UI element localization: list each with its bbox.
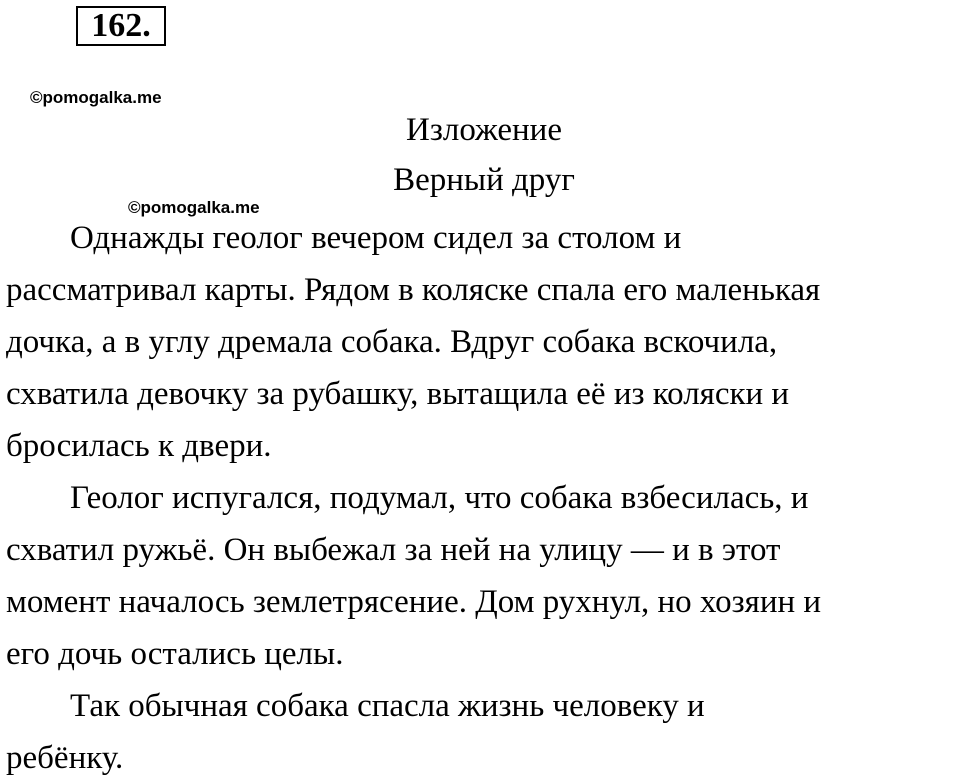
- story-text: [6, 212, 960, 784]
- text-line: рассматривал карты. Рядом в коляске спала его маленькая: [6, 272, 821, 308]
- story-title: Верный друг: [393, 162, 575, 198]
- text-line: дочка, а в углу дремала собака. Вдруг собака вскочила,: [6, 324, 778, 360]
- text-line: бросилась к двери.: [6, 428, 272, 464]
- text-line: ребёнку.: [6, 740, 124, 776]
- text-line: Так обычная собака спасла жизнь человеку и: [70, 688, 705, 724]
- watermark: ©pomogalka.me: [30, 88, 162, 107]
- paragraph: [6, 680, 960, 784]
- text-line: момент началось землетрясение. Дом рухнул, но хозяин и: [6, 584, 822, 620]
- text-line: Геолог испугался, подумал, что собака взбесилась, и: [70, 480, 809, 516]
- text-line: схватил ружьё. Он выбежал за ней на улицу — и в этот: [6, 532, 781, 568]
- text-line: его дочь остались целы.: [6, 636, 344, 672]
- watermark: ©pomogalka.me: [128, 198, 260, 217]
- paragraph: [6, 212, 960, 472]
- paragraph: [6, 472, 960, 680]
- text-line: схватила девочку за рубашку, вытащила её из коляски и: [6, 376, 790, 412]
- text-line: Однажды геолог вечером сидел за столом и: [70, 220, 682, 256]
- text-genre-heading: Изложение: [406, 112, 562, 148]
- task-number: 162.: [76, 6, 166, 46]
